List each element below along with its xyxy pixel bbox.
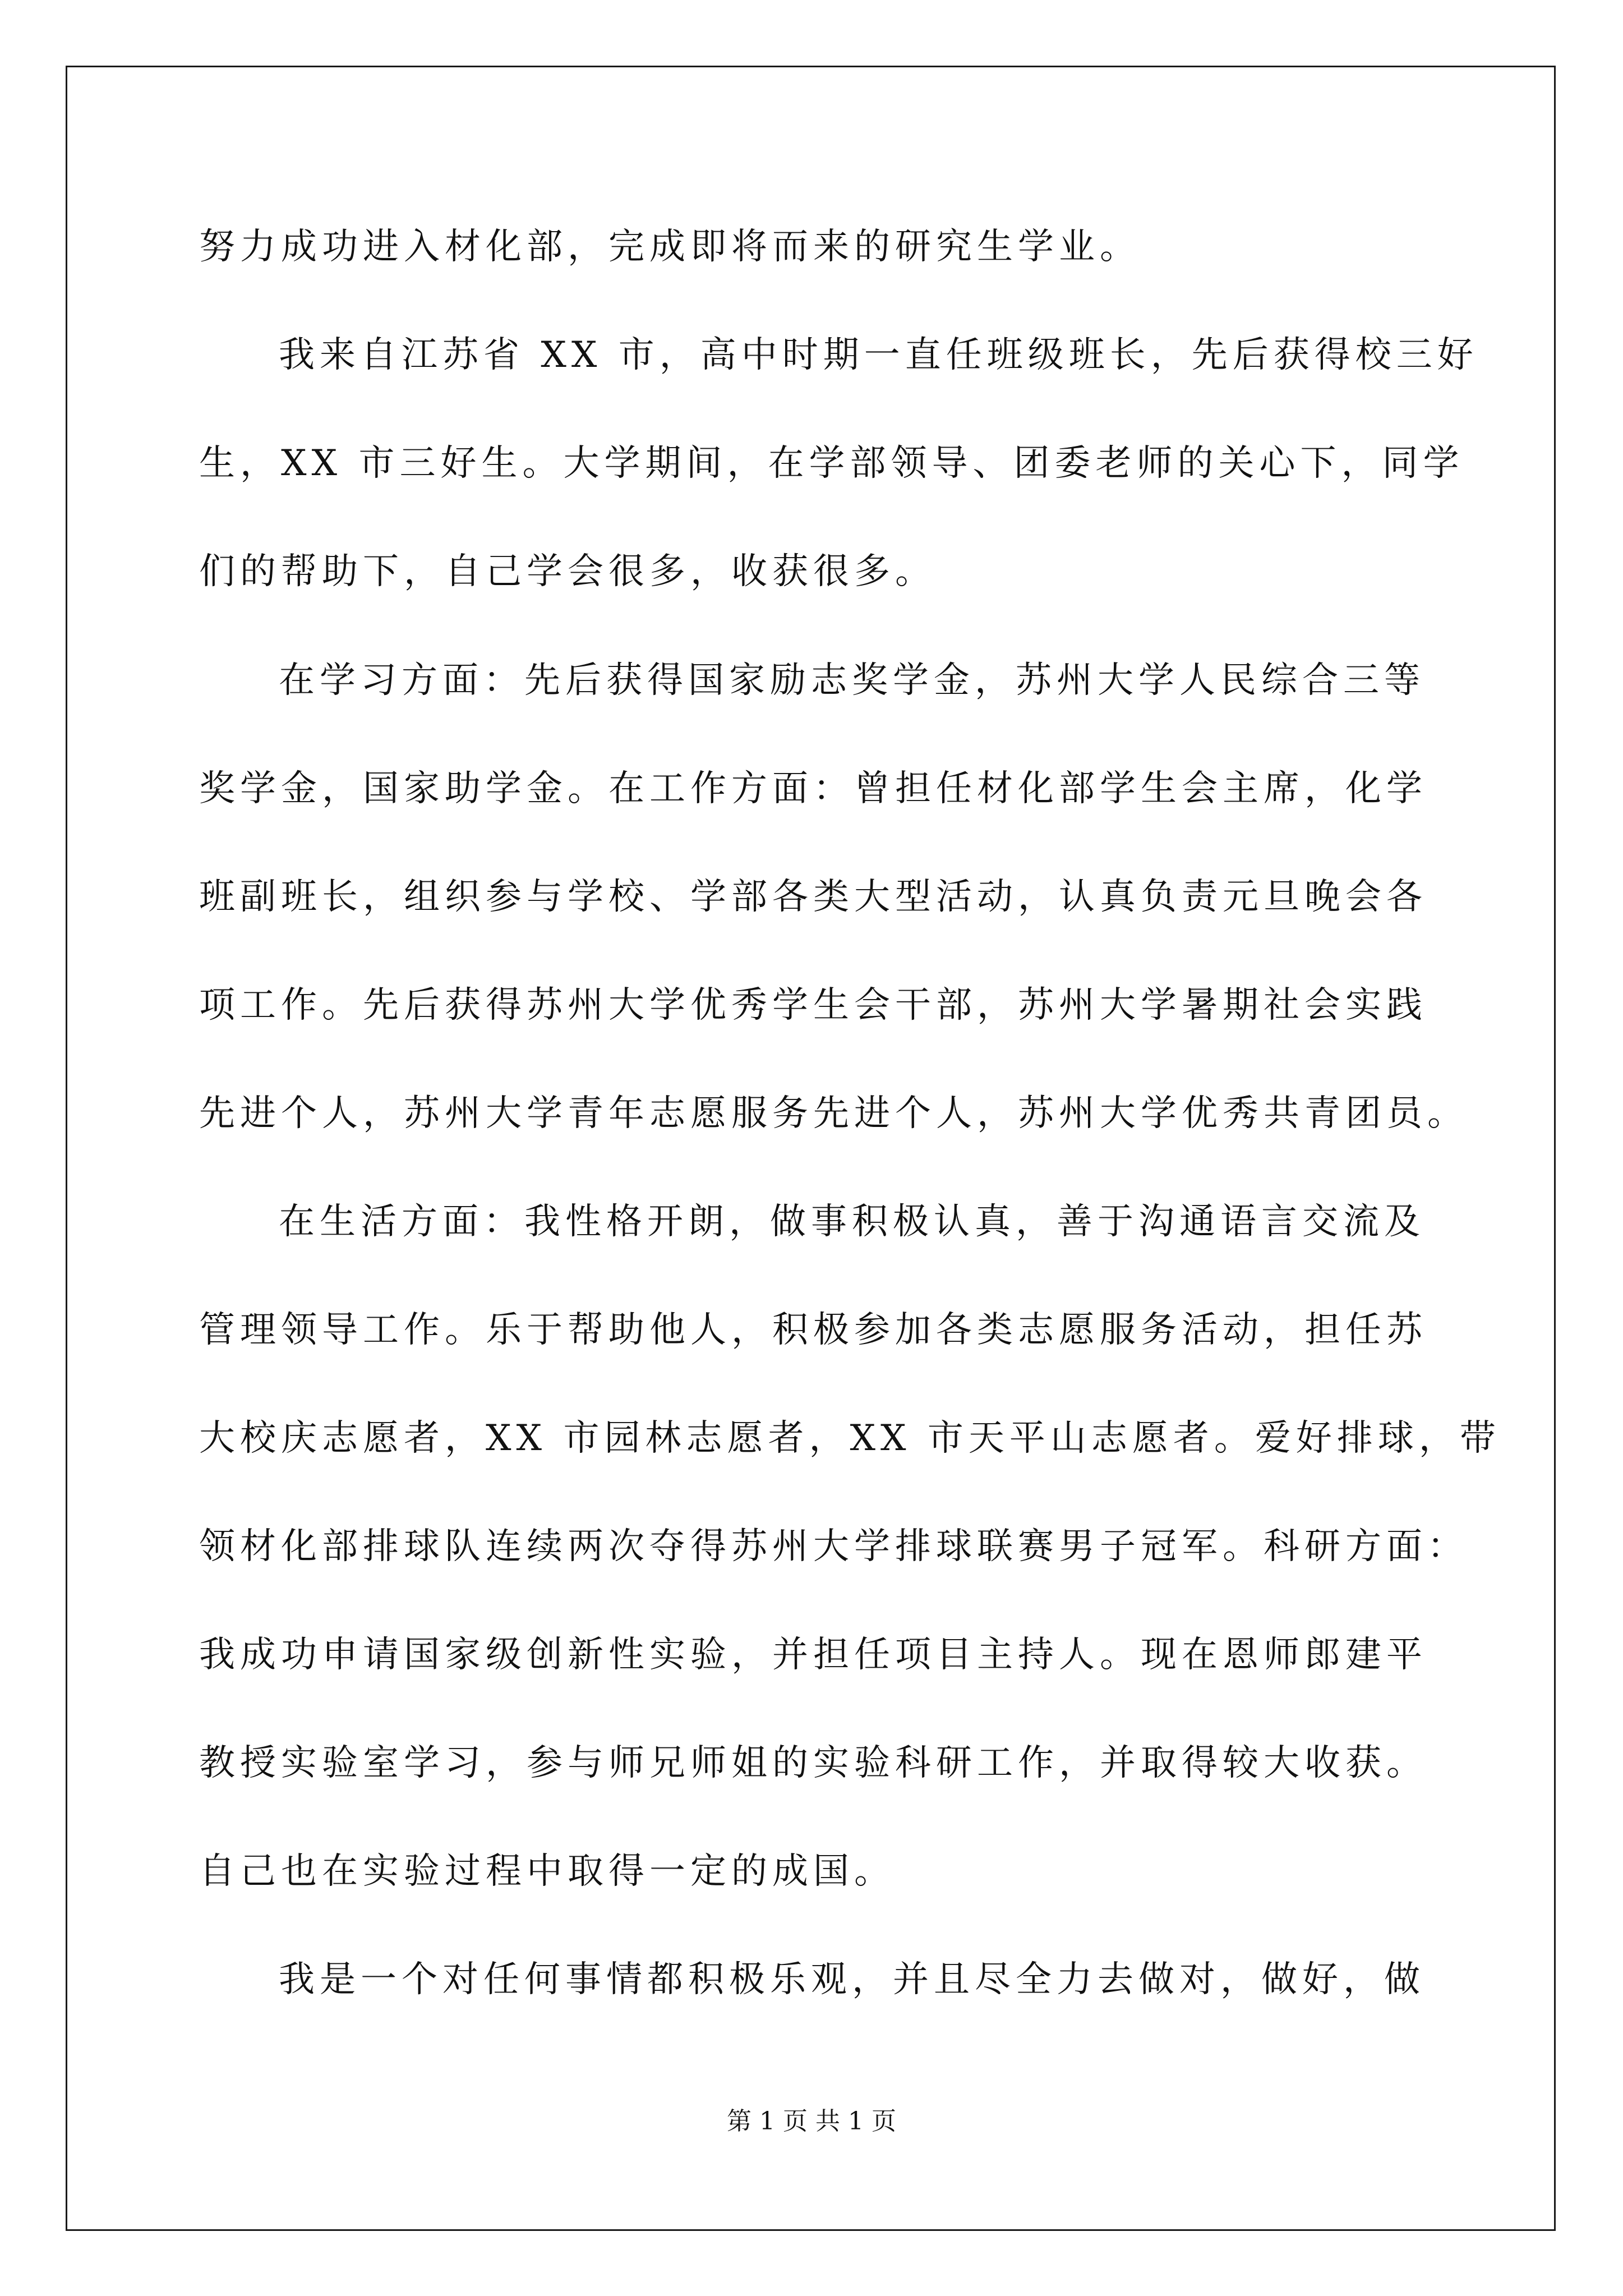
text-line-17: 我是一个对任何事情都积极乐观，并且尽全力去做对，做好，做 — [279, 1959, 1425, 2000]
text-line-14: 我成功申请国家级创新性实验，并担任项目主持人。现在恩师郎建平 — [199, 1634, 1427, 1676]
text-line-7: 班副班长，组织参与学校、学部各类大型活动，认真负责元旦晚会各 — [199, 876, 1427, 918]
page-border — [66, 66, 1556, 2231]
text-line-8: 项工作。先后获得苏州大学优秀学生会干部，苏州大学暑期社会实践 — [199, 984, 1427, 1026]
text-line-1: 努力成功进入材化部，完成即将而来的研究生学业。 — [199, 226, 1141, 268]
text-line-11: 管理领导工作。乐于帮助他人，积极参加各类志愿服务活动，担任苏 — [199, 1309, 1427, 1351]
text-line-2: 我来自江苏省 XX 市，高中时期一直任班级班长，先后获得校三好 — [279, 334, 1478, 376]
text-line-6: 奖学金，国家助学金。在工作方面：曾担任材化部学生会主席，化学 — [199, 768, 1427, 809]
text-line-3: 生，XX 市三好生。大学期间，在学部领导、团委老师的关心下，同学 — [199, 443, 1464, 484]
page-number-footer: 第 1 页 共 1 页 — [727, 2107, 896, 2136]
text-line-9: 先进个人，苏州大学青年志愿服务先进个人，苏州大学优秀共青团员。 — [199, 1093, 1468, 1134]
text-line-10: 在生活方面：我性格开朗，做事积极认真，善于沟通语言交流及 — [279, 1201, 1425, 1243]
text-line-4: 们的帮助下，自己学会很多，收获很多。 — [199, 551, 936, 592]
text-line-15: 教授实验室学习，参与师兄师姐的实验科研工作，并取得较大收获。 — [199, 1742, 1427, 1784]
text-line-13: 领材化部排球队连续两次夺得苏州大学排球联赛男子冠军。科研方面： — [199, 1526, 1468, 1567]
text-line-5: 在学习方面：先后获得国家励志奖学金，苏州大学人民综合三等 — [279, 660, 1425, 701]
text-line-12: 大校庆志愿者，XX 市园林志愿者，XX 市天平山志愿者。爱好排球，带 — [199, 1418, 1501, 1459]
text-line-16: 自己也在实验过程中取得一定的成国。 — [199, 1851, 895, 1892]
